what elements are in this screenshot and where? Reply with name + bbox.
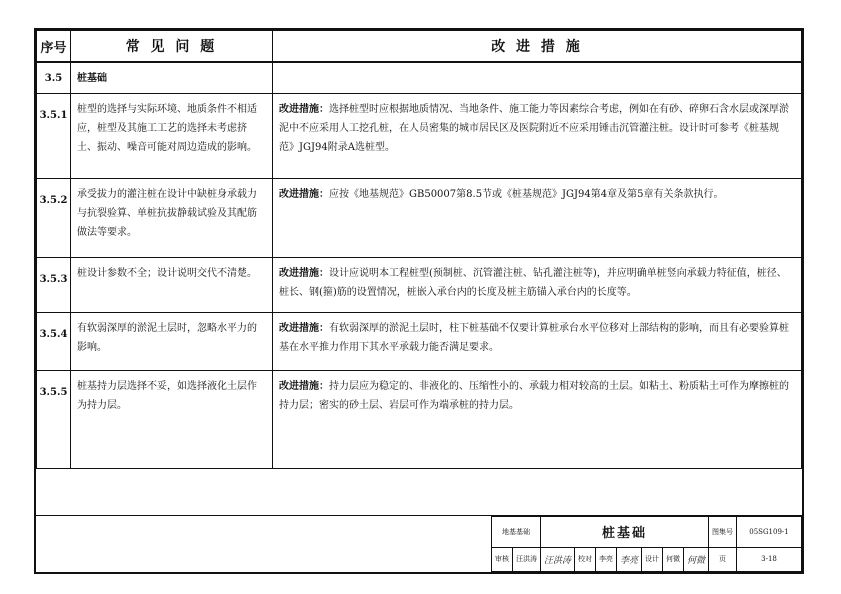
fix-prefix: 改进措施： bbox=[279, 268, 329, 279]
row-problem: 桩型的选择与实际环境、地质条件不相适应，桩型及其施工工艺的选择未考虑挤土、振动、噪音可能对周边造成的影响。 bbox=[71, 94, 273, 179]
title-block-table bbox=[491, 516, 802, 572]
fix-prefix: 改进措施： bbox=[279, 381, 329, 392]
tb-atlas-label: 图集号 bbox=[709, 517, 737, 548]
title-block bbox=[36, 515, 802, 572]
tb-checker: 李亮 bbox=[595, 547, 616, 571]
table-row bbox=[37, 179, 802, 258]
fix-prefix: 改进措施： bbox=[279, 104, 329, 115]
row-no: 3.5.5 bbox=[37, 371, 71, 469]
row-problem: 桩基持力层选择不妥，如选择液化土层作为持力层。 bbox=[71, 371, 273, 469]
tb-design-label: 设计 bbox=[641, 547, 662, 571]
row-fix bbox=[273, 94, 802, 179]
header-fix: 改 进 措 施 bbox=[273, 31, 802, 63]
tb-title: 桩基础 bbox=[540, 517, 708, 548]
fix-prefix: 改进措施： bbox=[279, 189, 329, 200]
tb-review-label: 审核 bbox=[491, 547, 512, 571]
table-header-row bbox=[37, 31, 802, 63]
tb-page-label: 页 bbox=[709, 547, 737, 571]
table-row bbox=[37, 258, 802, 313]
table-row bbox=[37, 371, 802, 469]
row-no: 3.5.1 bbox=[37, 94, 71, 179]
table-row bbox=[37, 313, 802, 371]
row-no: 3.5.2 bbox=[37, 179, 71, 258]
row-fix-text: 应按《地基规范》GB50007第8.5节或《桩基规范》JGJ94第4章及第5章有关条款执行。 bbox=[329, 189, 724, 200]
tb-designer: 何微 bbox=[662, 547, 683, 571]
header-no: 序号 bbox=[37, 31, 71, 63]
section-row bbox=[37, 62, 802, 94]
row-fix-text: 有软弱深厚的淤泥土层时，柱下桩基础不仅要计算桩承台水平位移对上部结构的影响，而且有必要验算桩基在水平推力作用下其水平承载力能否满足要求。 bbox=[279, 323, 789, 353]
tb-reviewer: 汪洪涛 bbox=[512, 547, 540, 571]
row-problem: 承受拔力的灌注桩在设计中缺桩身承载力与抗裂验算、单桩抗拔静载试验及其配筋做法等要求。 bbox=[71, 179, 273, 258]
tb-check-label: 校对 bbox=[574, 547, 595, 571]
issues-table bbox=[36, 30, 802, 469]
row-no: 3.5.4 bbox=[37, 313, 71, 371]
tb-reviewer-signature: 汪洪涛 bbox=[540, 547, 574, 571]
tb-checker-signature: 李亮 bbox=[616, 547, 641, 571]
tb-atlas-no: 05SG109-1 bbox=[737, 517, 802, 548]
section-no: 3.5 bbox=[37, 62, 71, 94]
row-fix-text: 持力层应为稳定的、非液化的、压缩性小的、承载力相对较高的土层。如粘土、粉质粘土可作为摩擦桩的持力层；密实的砂土层、岩层可作为端承桩的持力层。 bbox=[279, 381, 789, 411]
section-empty-cell bbox=[273, 62, 802, 94]
row-fix-text: 设计应说明本工程桩型(预制桩、沉管灌注桩、钻孔灌注桩等)，并应明确单桩竖向承载力特征值，桩径、桩长、钢(箍)筋的设置情况，桩嵌入承台内的长度及桩主筋锚入承台内的长度等。 bbox=[279, 268, 787, 298]
row-problem: 有软弱深厚的淤泥土层时，忽略水平力的影响。 bbox=[71, 313, 273, 371]
tb-page-no: 3-18 bbox=[737, 547, 802, 571]
fix-prefix: 改进措施： bbox=[279, 323, 329, 334]
row-fix bbox=[273, 258, 802, 313]
row-fix-text: 选择桩型时应根据地质情况、当地条件、施工能力等因素综合考虑，例如在有砂、碎卵石含水层或深厚淤泥中不应采用人工挖孔桩，在人员密集的城市居民区及医院附近不应采用锤击沉管灌注桩。设计时可参考《桩基规范》JGJ94附录A选桩型。 bbox=[279, 104, 789, 153]
section-title: 桩基础 bbox=[71, 62, 273, 94]
row-fix bbox=[273, 313, 802, 371]
tb-designer-signature: 何微 bbox=[683, 547, 708, 571]
table-row bbox=[37, 94, 802, 179]
row-fix bbox=[273, 179, 802, 258]
row-fix bbox=[273, 371, 802, 469]
header-problem: 常 见 问 题 bbox=[71, 31, 273, 63]
row-no: 3.5.3 bbox=[37, 258, 71, 313]
drawing-sheet bbox=[34, 28, 804, 574]
row-problem: 桩设计参数不全；设计说明交代不清楚。 bbox=[71, 258, 273, 313]
tb-category: 地基基础 bbox=[491, 517, 540, 548]
